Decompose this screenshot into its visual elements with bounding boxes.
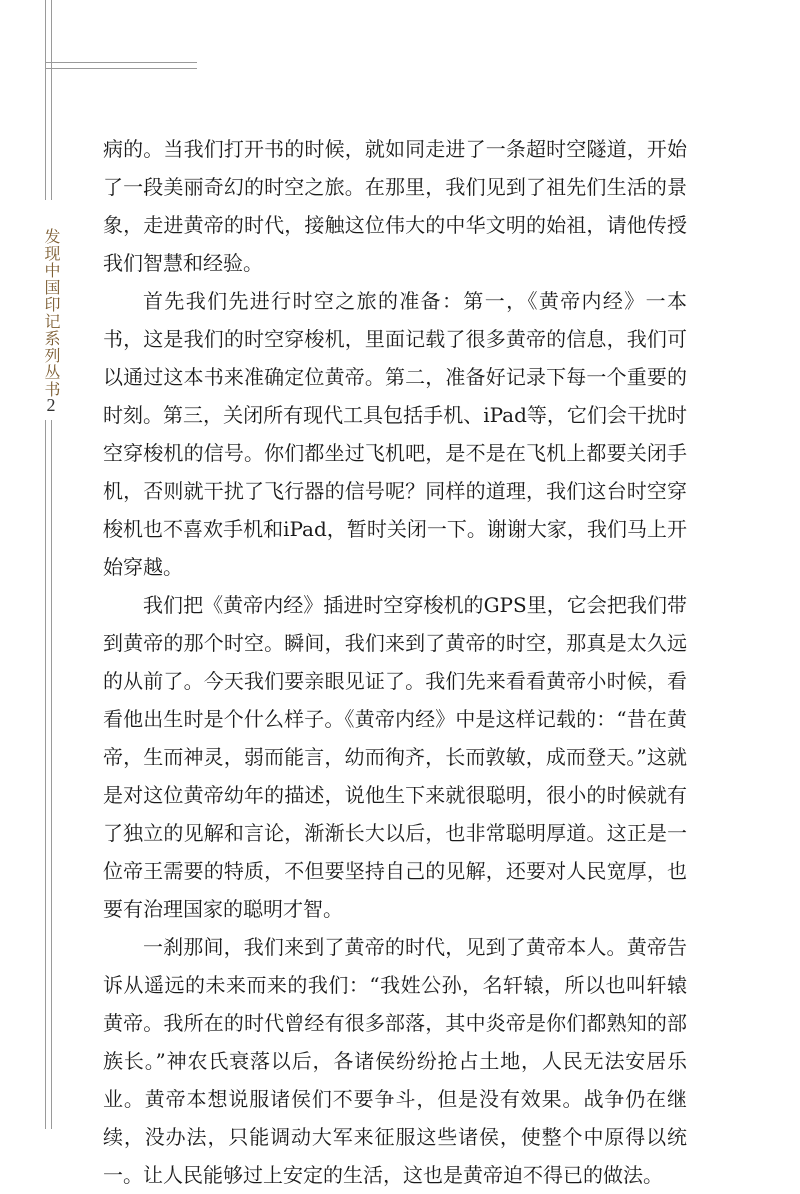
paragraph: 一刹那间，我们来到了黄帝的时代，见到了黄帝本人。黄帝告诉从遥远的未来而来的我们：“我姓公孙，名轩辕，所以也叫轩辕黄帝。我所在的时代曾经有很多部落，其中炎帝是你们都熟知的部族长。”神农氏衰落以后，各诸侯纷纷抢占土地，人民无法安居乐业。黄帝本想说服诸侯们不要争斗，但是没有效果。战争仍在继续，没办法，只能调动大军来征服这些诸侯，使整个中原得以统一。让人民能够过上安定的生活，这也是黄帝迫不得已的做法。 — [103, 935, 687, 1187]
paragraph: 首先我们先进行时空之旅的准备：第一，《黄帝内经》一本书，这是我们的时空穿梭机，里面记载了很多黄帝的信息，我们可以通过这本书来准确定位黄帝。第二，准备好记录下每一个重要的时刻。第三，关闭所有现代工具包括手机、iPad等，它们会干扰时空穿梭机的信号。你们都坐过飞机吧，是不是在飞机上都要关闭手机，否则就干扰了飞行器的信号呢？同样的道理，我们这台时空穿梭机也不喜欢手机和iPad，暂时关闭一下。谢谢大家，我们马上开始穿越。 — [103, 289, 687, 579]
body-text — [103, 130, 687, 1194]
frame-line — [45, 420, 46, 1129]
frame-line — [51, 0, 52, 200]
frame-line — [45, 62, 197, 63]
paragraph: 我们把《黄帝内经》插进时空穿梭机的GPS里，它会把我们带到黄帝的那个时空。瞬间，我们来到了黄帝的时空，那真是太久远的从前了。今天我们要亲眼见证了。我们先来看看黄帝小时候，看看他出生时是个什么样子。《黄帝内经》中是这样记载的：“昔在黄帝，生而神灵，弱而能言，幼而徇齐，长而敦敏，成而登天。”这就是对这位黄帝幼年的描述，说他生下来就很聪明，很小的时候就有了独立的见解和言论，渐渐长大以后，也非常聪明厚道。这正是一位帝王需要的特质，不但要坚持自己的见解，还要对人民宽厚，也要有治理国家的聪明才智。 — [103, 593, 687, 921]
paragraph: 病的。当我们打开书的时候，就如同走进了一条超时空隧道，开始了一段美丽奇幻的时空之旅。在那里，我们见到了祖先们生活的景象，走进黄帝的时代，接触这位伟大的中华文明的始祖，请他传授我们智慧和经验。 — [103, 137, 687, 275]
series-title: 发现中国印记系列丛书 — [42, 228, 61, 398]
frame-line — [51, 420, 52, 1129]
page-number: 2 — [46, 395, 56, 415]
frame-line — [45, 68, 197, 69]
frame-line — [45, 0, 46, 200]
